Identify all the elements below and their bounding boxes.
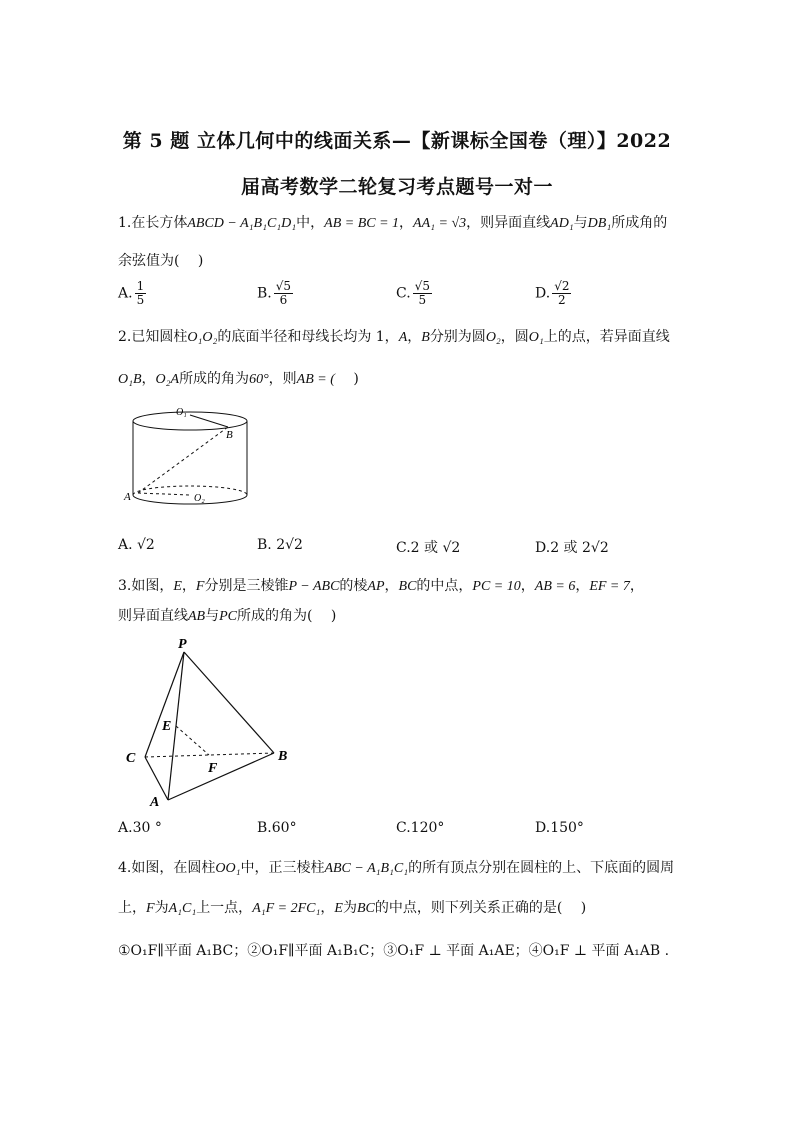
q3-line1 (118, 575, 644, 595)
q4-math: BC (356, 901, 375, 916)
label-o1: O₁ (176, 407, 187, 418)
q4-text: 为 (154, 900, 169, 916)
q2-math: O₂A (155, 372, 180, 387)
label-f: F (208, 761, 218, 776)
label-o2: O₂ (194, 493, 205, 504)
q2-math: O₁B (118, 372, 142, 387)
label-c: C (126, 751, 136, 766)
q1-option-c[interactable] (396, 280, 432, 307)
q3-math: AP (367, 579, 385, 594)
q3-math: E (173, 579, 182, 594)
q2-text: 分别为圆 (429, 329, 486, 345)
fraction (413, 280, 432, 307)
q3-text: ， (575, 578, 590, 594)
option-label: D. (535, 540, 551, 556)
q4-math: A₁F = 2FC₁ (252, 901, 321, 916)
q3-text: 的中点， (416, 578, 473, 594)
q3-line2 (118, 605, 336, 625)
q2-math: O₂ (485, 330, 501, 345)
cylinder-bottom-front (133, 495, 247, 504)
option-value: 120° (410, 820, 445, 836)
option-value: 30 ° (132, 820, 162, 836)
option-value: 150° (550, 820, 584, 836)
q1-text: 中， (296, 215, 325, 231)
segment-ef-hidden (176, 726, 209, 755)
q3-text: 的棱 (339, 578, 368, 594)
q1-option-b[interactable] (257, 280, 293, 307)
q1-text: ， (399, 215, 414, 231)
q3-option-d[interactable] (535, 820, 584, 836)
q2-text: ) (334, 371, 359, 387)
q3-math: BC (398, 579, 417, 594)
edge-ca (145, 757, 168, 800)
q2-text: ， (141, 371, 156, 387)
q2-math: AB = ( (296, 372, 335, 387)
q2-line2 (118, 368, 359, 388)
fraction (552, 280, 571, 307)
option-label: C. (396, 285, 411, 302)
q4-line2 (118, 897, 586, 917)
q1-text: 所成角的 (611, 215, 668, 231)
q2-line1 (118, 326, 670, 346)
q2-text: 的底面半径和母线长均为 1， (217, 329, 399, 345)
edge-pb (184, 652, 274, 753)
q2-option-d[interactable] (535, 537, 609, 557)
q4-line1 (118, 857, 674, 877)
option-value: √2 (137, 537, 155, 553)
q3-math: AB = 6 (534, 579, 576, 594)
numerator: √2 (554, 279, 570, 293)
numerator: √5 (414, 279, 430, 293)
q3-text: ， (520, 578, 535, 594)
q2-option-b[interactable] (257, 537, 303, 553)
q3-math: EF = 7 (589, 579, 630, 594)
q4-text: 的中点，则下列关系正确的是( ) (374, 900, 587, 916)
option-label: B. (257, 537, 272, 553)
q3-math: PC = 10 (472, 579, 521, 594)
numerator: 1 (136, 279, 145, 293)
q1-text: 1.在长方体 (118, 215, 188, 231)
edge-ab (168, 753, 274, 800)
q2-text: ， (407, 329, 422, 345)
q2-text: ，则 (268, 371, 297, 387)
q4-text: 为 (342, 900, 357, 916)
q2-text: 所成的角为 (179, 371, 250, 387)
cylinder-top-ellipse (133, 412, 247, 430)
tetrahedron-figure (118, 630, 298, 810)
q2-math: O₁O₂ (187, 330, 218, 345)
q3-text: ， (384, 578, 399, 594)
q3-option-a[interactable] (118, 820, 162, 836)
q3-option-b[interactable] (257, 820, 297, 836)
q2-option-a[interactable] (118, 537, 155, 553)
q4-math: OO₁ (215, 861, 241, 876)
q1-line1 (118, 212, 667, 232)
label-e: E (162, 719, 172, 734)
cylinder-figure (118, 405, 268, 515)
q3-math: PC (219, 609, 237, 624)
q2-math: A (398, 330, 408, 345)
q2-text: ，圆 (500, 329, 529, 345)
q1-option-a[interactable] (118, 280, 146, 307)
option-value: 60° (271, 820, 297, 836)
segment-a-b (138, 427, 228, 493)
page-title-line2: 届高考数学二轮复习考点题号一对一 (240, 176, 553, 198)
denominator: 2 (558, 293, 566, 307)
q3-text: ， (181, 578, 196, 594)
segment-a-o2 (138, 493, 190, 495)
denominator: 5 (136, 293, 145, 307)
q3-text: 与 (205, 608, 220, 624)
option-label: C. (396, 540, 411, 556)
q2-math: B (421, 330, 430, 345)
option-value: 2 或 √2 (410, 540, 461, 556)
q3-option-c[interactable] (396, 820, 444, 836)
option-label: B. (257, 285, 272, 302)
option-label: D. (535, 285, 551, 302)
label-b: B (226, 429, 233, 441)
q4-statements: ①O₁F∥平面 A₁BC；②O₁F∥平面 A₁B₁C；③O₁F ⊥ 平面 A₁AE；④O₁F ⊥ 平面 A₁AB . (118, 943, 670, 959)
q3-math: F (195, 579, 205, 594)
option-value: 2√2 (276, 537, 303, 553)
q1-math: AB = BC = 1 (324, 216, 400, 231)
q1-math: DB₁ (587, 216, 612, 231)
q2-option-c[interactable] (396, 537, 460, 557)
q3-text: 所成的角为( ) (237, 608, 337, 624)
q4-math: ABC − A₁B₁C₁ (324, 861, 409, 876)
q4-text: 上一点， (196, 900, 253, 916)
denominator: 5 (418, 293, 427, 307)
label-a: A (150, 795, 160, 810)
segment-o1-b (190, 415, 228, 427)
q3-text: 分别是三棱锥 (204, 578, 289, 594)
q4-text: 的所有顶点分别在圆柱的上、下底面的圆周 (408, 860, 675, 876)
label-b: B (278, 749, 288, 764)
numerator: √5 (275, 279, 292, 293)
q1-text: ，则异面直线 (466, 215, 551, 231)
q3-text: 3.如图， (118, 578, 174, 594)
q3-math: AB (188, 609, 206, 624)
edge-cb-hidden (145, 753, 274, 757)
fraction (274, 280, 293, 307)
denominator: 6 (279, 293, 288, 307)
q1-math: AA₁ = √3 (413, 216, 467, 231)
q4-text: 中，正三棱柱 (240, 860, 325, 876)
option-label: A. (118, 285, 133, 302)
q1-option-d[interactable] (535, 280, 571, 307)
q2-text: 上的点，若异面直线 (543, 329, 670, 345)
option-value: 2 或 2√2 (550, 540, 609, 556)
option-label: B. (257, 820, 272, 836)
q4-math: F (146, 901, 155, 916)
q3-text: 则异面直线 (118, 608, 188, 624)
q1-text: 与 (573, 215, 588, 231)
q3-text: ， (629, 578, 644, 594)
q1-line2: 余弦值为( ) (118, 253, 204, 269)
option-label: C. (396, 820, 411, 836)
q4-text: 4.如图，在圆柱 (118, 860, 216, 876)
q4-math: A₁C₁ (168, 901, 197, 916)
q3-math: P − ABC (288, 579, 340, 594)
fraction (135, 280, 147, 307)
option-label: A. (118, 820, 133, 836)
page-title-line1: 第 5 题 立体几何中的线面关系—【新课标全国卷（理）】2022 (122, 130, 672, 152)
label-a: A (124, 491, 131, 503)
q1-math: ABCD − A₁B₁C₁D₁ (187, 216, 297, 231)
q1-math: AD₁ (550, 216, 574, 231)
q2-math: 60° (249, 372, 269, 387)
q2-math: O₁ (528, 330, 544, 345)
q4-text: 上， (118, 900, 146, 916)
q4-math: E (334, 901, 343, 916)
label-p: P (178, 637, 187, 652)
option-label: A. (118, 537, 133, 553)
q4-text: ， (320, 900, 335, 916)
q2-text: 2.已知圆柱 (118, 329, 188, 345)
option-label: D. (535, 820, 551, 836)
